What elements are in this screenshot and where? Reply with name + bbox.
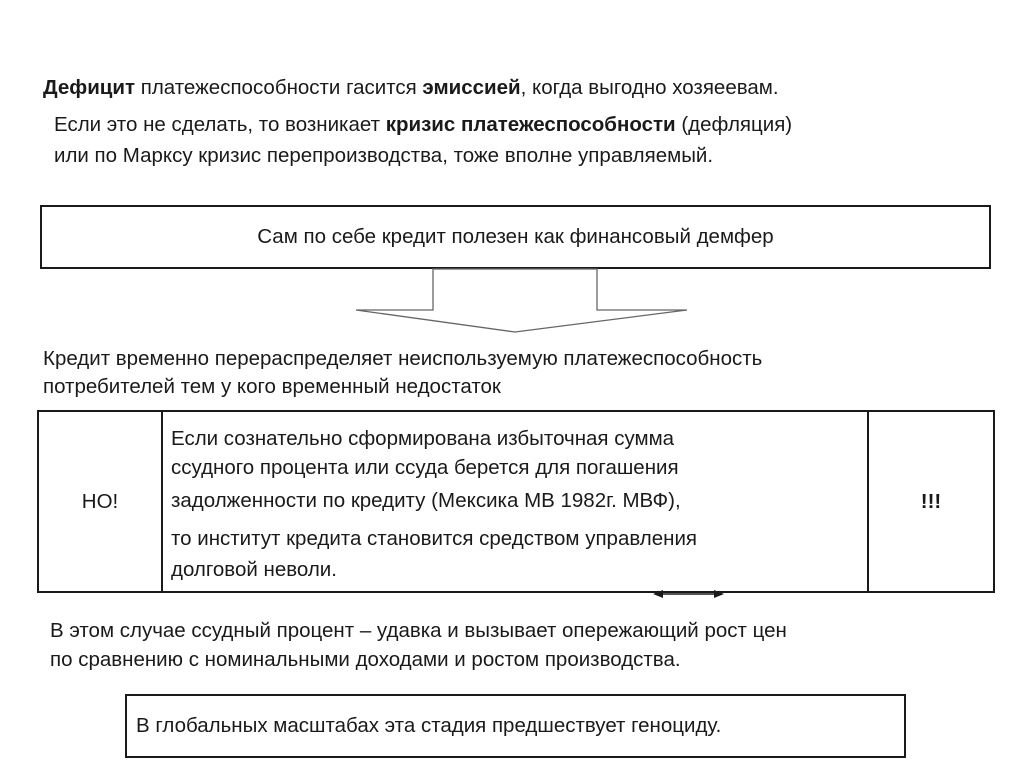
no-label-cell: НО! (37, 410, 163, 593)
redistribution-line-1: Кредит временно перераспределяет неиспользуемую платежеспособность (43, 347, 763, 370)
consequence-line-1: В этом случае ссудный процент – удавка и вызывает опережающий рост цен (50, 619, 787, 642)
exclamation-cell: !!! (867, 410, 995, 593)
solvency-crisis-phrase: кризис платежеспособности (385, 113, 676, 136)
intro-line-1: Дефицит платежеспособности гасится эмиссией, когда выгодно хозяеевам. (43, 76, 779, 99)
condition-line: задолженности по кредиту (Мексика МВ 1982г. МВФ), (171, 489, 681, 512)
global-box-text: В глобальных масштабах эта стадия предшествует геноциду. (136, 714, 722, 737)
deficit-word: Дефицит (43, 76, 136, 99)
condition-line: Если сознательно сформирована избыточная сумма (171, 427, 675, 450)
redistribution-line-2: потребителей тем у кого временный недостаток (43, 375, 501, 398)
consequence-line-2: по сравнению с номинальными доходами и ростом производства. (50, 648, 681, 671)
intro-line-2: Если это не сделать, то возникает кризис платежеспособности (дефляция) (54, 113, 793, 136)
intro-line-3: или по Марксу кризис перепроизводства, тоже вполне управляемый. (54, 144, 714, 167)
credit-box-text: Сам по себе кредит полезен как финансовый демфер (257, 225, 774, 248)
condition-line: ссудного процента или ссуда берется для погашения (171, 456, 679, 479)
emission-word: эмиссией (422, 76, 521, 99)
condition-line: долговой неволи. (171, 558, 337, 581)
condition-line: то институт кредита становится средством управления (171, 527, 698, 550)
global-box (125, 694, 906, 758)
